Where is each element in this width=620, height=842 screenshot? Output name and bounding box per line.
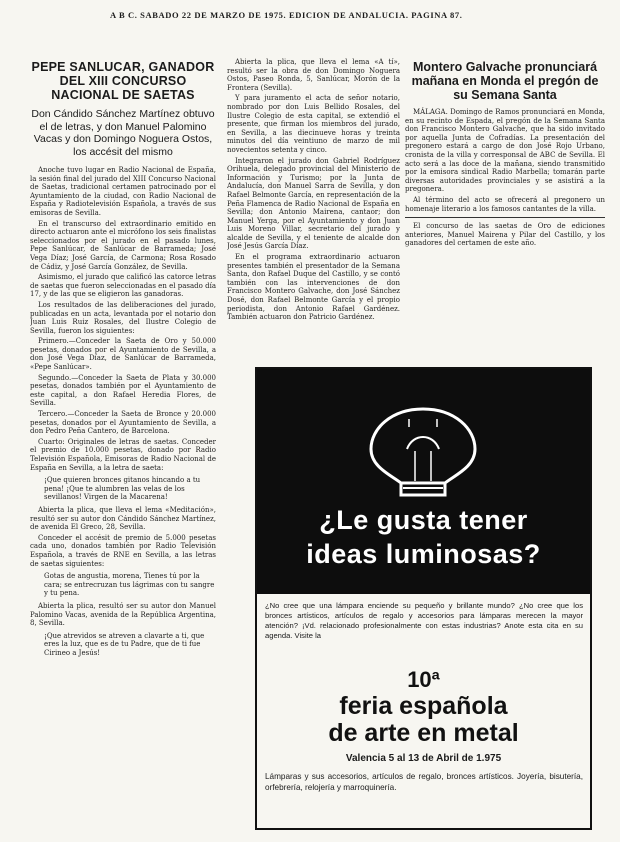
body-paragraph: Anoche tuvo lugar en Radio Nacional de España, la sesión final del jurado del XIII Concurso Nacional de Saetas, tradicional certamen patrocinado por el Ayuntamiento de la ciudad, con Radio Nacional de España y Radiotelevisión Española, a través de sus emisoras de Sevilla. bbox=[30, 166, 216, 217]
body-paragraph: Abierta la plica, que lleva el lema «Meditación», resultó ser su autor don Cándido Sánchez Martínez, de avenida El Greco, 28, Sevilla. bbox=[30, 505, 216, 532]
body-paragraph: MÁLAGA. Domingo de Ramos pronunciará en Monda, en su recinto de Espada, el pregón de la Semana Santa don Francisco Montero Galvache, que ha sido invitado por aquella Junta de Cofradías. La presentación del pregonero estará a cargo de don José Rojo Urbano, cronista de la villa y corresponsal de ABC de Sevilla. El acto será a las doce de la mañana, siendo transmitido por la emisora sindical Radio Marbella; tomarán parte diversas autoridades provinciales y se asistirá a la pregonera. bbox=[405, 108, 605, 194]
divider bbox=[405, 217, 605, 218]
article-subhead: Don Cándido Sánchez Martínez obtuvo el de letras, y don Manuel Palomino Vacas y don Domingo Noguera Ostos, los accésit del mismo bbox=[31, 108, 215, 158]
middle-column bbox=[227, 58, 400, 370]
page-header: A B C. SABADO 22 DE MARZO DE 1975. EDICION DE ANDALUCIA. PAGINA 87. bbox=[110, 10, 463, 20]
saeta-verse: Gotas de angustia, morena, Tienes tú por la cara; se entrecruzan tus lágrimas con tu sangre y tu pena. bbox=[44, 572, 215, 598]
body-paragraph: Primero.—Conceder la Saeta de Oro y 50.000 pesetas, donados por el Ayuntamiento de Sevilla, a don José Vega Díaz, de Sanlúcar de Barrameda, «Pepe Sanlúcar». bbox=[30, 337, 216, 372]
ad-headline-line1: ¿Le gusta tener bbox=[319, 505, 528, 535]
body-paragraph: Los resultados de las deliberaciones del jurado, publicadas en un acta, levantada por el notario don Juan Luis Ruiz Rosales, del Ilustre Colegio de Sevilla, fueron los siguientes: bbox=[30, 300, 216, 335]
body-paragraph: Segundo.—Conceder la Saeta de Plata y 30.000 pesetas, donados también por el Ayuntamiento de este capital, a don Rafael Heredia Flores, de Sevilla. bbox=[30, 373, 216, 408]
body-paragraph: El concurso de las saetas de Oro de ediciones anteriores, Manuel Mairena y Pilar del Castillo, y los ganadores del certamen de este año. bbox=[405, 222, 605, 248]
ad-fair-title-line2: de arte en metal bbox=[328, 719, 519, 747]
article-headline: PEPE SANLUCAR, GANADOR DEL XIII CONCURSO NACIONAL DE SAETAS bbox=[31, 60, 215, 102]
advertisement bbox=[255, 367, 592, 830]
saeta-verse: ¡Que atrevidos se atreven a clavarte a ti, que eres la luz, que es de tu Padre, que de ti fue Cirineo a Jesús! bbox=[44, 631, 205, 657]
ad-date: Valencia 5 al 13 de Abril de 1.975 bbox=[345, 753, 502, 764]
body-paragraph: En el transcurso del extraordinario emitido en directo actuaron ante el micrófono los seis finalistas seleccionados por el jurado en el pasado lunes, Pepe Sanlúcar, de Sanlúcar de Barrameda; José Vega Díaz; José García, de Carmona; Rosa Rosado de Cádiz, y José García González, de Sevilla. bbox=[30, 219, 216, 271]
body-paragraph: Abierta la plica, que lleva el lema «A tí», resultó ser la obra de don Domingo Noguera Ostos, Paseo Ronda, 5, Sanlúcar, Morón de la Frontera (Sevilla). bbox=[227, 58, 400, 92]
right-column bbox=[405, 58, 605, 370]
light-bulb-icon bbox=[361, 405, 485, 501]
ad-edition-number: 10ª bbox=[407, 667, 440, 692]
ad-fair-title-line1: feria española bbox=[339, 692, 508, 720]
body-paragraph: Conceder el accésit de premio de 5.000 pesetas cada uno, donados también por Radio Televisión Española, a través de RNE en Sevilla, a las letras de saetas siguientes: bbox=[30, 533, 216, 568]
body-paragraph: Al término del acto se ofrecerá al pregonero un homenaje literario a los famosos cantantes de la villa. bbox=[405, 195, 605, 213]
body-paragraph: Cuarto: Originales de letras de saetas. Conceder el premio de 10.000 pesetas, donado por Radio Televisión Española, Emisoras de Radio Nacional de España en Sevilla, a la letra de saeta: bbox=[30, 437, 216, 472]
body-paragraph: Abierta la plica, resultó ser su autor don Manuel Palomino Vacas, avenida de la República Argentina, 8, Sevilla. bbox=[30, 601, 216, 628]
article-headline: Montero Galvache pronunciará mañana en Monda el pregón de su Semana Santa bbox=[411, 60, 599, 102]
body-paragraph: En el programa extraordinario actuaron presentes también el presentador de la Semana Santa, don Rafael Duque del Castillo, y se contó también con las intervenciones de don Francisco Montero Galvache, don José Sánchez Dosé, don Rafael Belmonte García y el propio periodista, don Antonio Rafael Gardénez. También actuaron don Patricio Gardénez. bbox=[227, 253, 400, 322]
ad-black-panel bbox=[257, 369, 590, 594]
body-paragraph: Integraron el jurado don Gabriel Rodríguez Orihuela, delegado provincial del Ministerio de Información y Turismo; por la Junta de Andalucía, don Manuel Sarra de Sevilla, y don Rafael Belmonte García, en representación de la Peña Flamenca de Radio Nacional de España en Sevilla; don Antonio Mairena, cantaor; don Manuel Yerga, por el Ayuntamiento y don Juan Luis Moreno Villar, secretario del jurado y alcalde de Sevilla, y el teniente de alcalde don José Jesús García Díaz. bbox=[227, 156, 400, 251]
body-paragraph: Y para juramento el acta de señor notario, nombrado por don Luis Bellido Rosales, del Ilustre Colegio de esta capital, se extendió el presente, que firman los miembros del jurado, en Sevilla, a las diecinueve horas y treinta minutos del día veintiuno de marzo de mil novecientos setenta y cinco. bbox=[227, 94, 400, 154]
body-paragraph: Asimismo, el jurado que calificó las catorce letras de saetas que fueron seleccionadas en el pasado día 17, y de las que se eligieron las ganadoras. bbox=[30, 273, 216, 299]
ad-product-list: Lámparas y sus accesorios, artículos de regalo, bronces artísticos. Joyería, bisutería, orfebrería, relojería y marroquinería. bbox=[265, 772, 583, 792]
body-paragraph: Tercero.—Conceder la Saeta de Bronce y 20.000 pesetas, donados por el Ayuntamiento de Sevilla, a don Pedro Peña Cantero, de Barcelona. bbox=[30, 410, 216, 436]
ad-body-copy: ¿No cree que una lámpara enciende su pequeño y brillante mundo? ¿No cree que los bronces artísticos, artículos de regalo y accesorios para lámparas merecen la mayor atención? ¡Vd. relacionado profesionalmente con estas industrias? Anote esta cita en su agenda. Visite la bbox=[265, 601, 583, 640]
left-column bbox=[30, 58, 216, 836]
ad-headline-line2: ideas luminosas? bbox=[306, 539, 541, 569]
saeta-verse: ¡Que quieren bronces gitanos hincando a tu pena! ¡Que te alumbren las velas de los sevillanos! Virgen de la Macarena! bbox=[44, 476, 201, 502]
